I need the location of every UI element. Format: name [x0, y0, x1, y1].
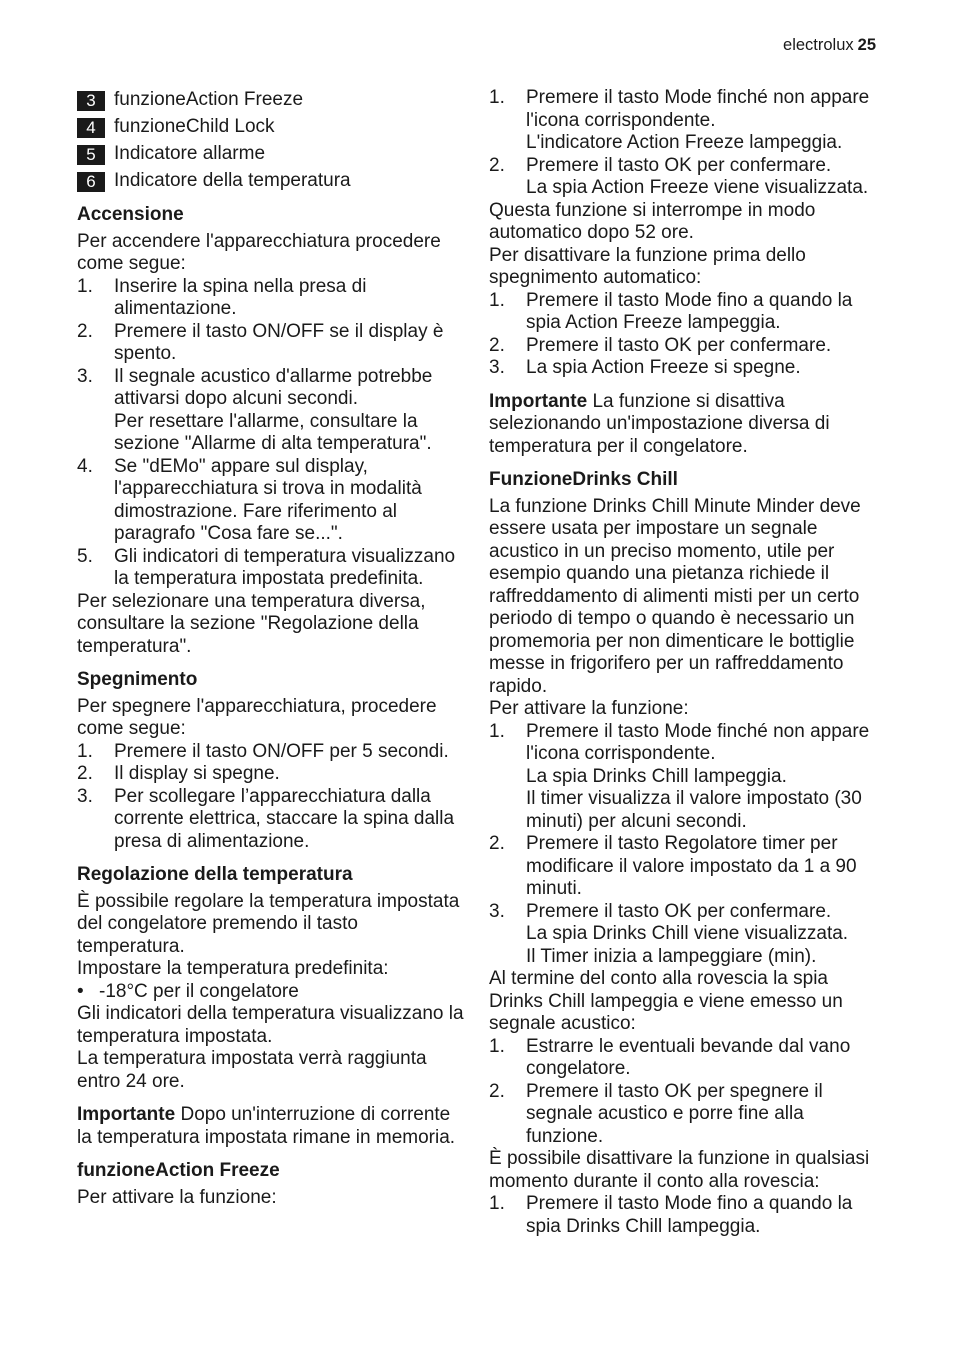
section-regolazione — [77, 864, 465, 1149]
step-text: Premere il tasto OK per confermare. — [526, 334, 832, 356]
step-text: Premere il tasto ON/OFF per 5 secondi. — [114, 740, 449, 762]
step-number: 1. — [77, 740, 93, 762]
paragraph: Per attivare la funzione: — [489, 698, 689, 719]
step-number: 1. — [489, 87, 505, 108]
step-text: Gli indicatori di temperatura visualizzano la temperatura impostata predefinita. — [114, 545, 456, 589]
paragraph: È possibile regolare la temperatura impostata del congelatore premendo il tasto temperatura. — [77, 890, 460, 957]
legend-number-badge: 6 — [77, 172, 105, 192]
paragraph: Gli indicatori della temperatura visualizzano la temperatura impostata. — [77, 1003, 464, 1047]
list-item — [489, 357, 879, 380]
legend-label: funzioneAction Freeze — [114, 89, 304, 111]
brand-name: electrolux — [783, 36, 854, 54]
page-header — [783, 36, 876, 55]
legend-label: Indicatore allarme — [114, 143, 266, 165]
step-text: Inserire la spina nella presa di alimentazione. — [114, 275, 367, 319]
step-number: 3. — [489, 357, 505, 378]
step-number: 5. — [77, 545, 93, 567]
step-text: Premere il tasto OK per confermare. — [526, 154, 832, 176]
paragraph: La funzione Drinks Chill Minute Minder deve essere usata per impostare un segnale acustico in un preciso momento, utile per esempio quando una pietanza richiede il raffreddamento di alimenti misti per un certo periodo di tempo o quando è necessario un promemoria per non dimenticare le bottiglie messe in frigorifero per un raffreddamento rapido. — [489, 495, 861, 697]
page-number: 25 — [857, 36, 876, 54]
step-text: Se "dEMo" appare sul display, l'apparecchiatura si trova in modalità dimostrazione. Fare riferimento al paragrafo "Cosa fare se...". — [114, 455, 422, 544]
section-accensione — [77, 204, 465, 658]
step-text: Per scollegare l’apparecchiatura dalla corrente elettrica, staccare la spina dalla presa di alimentazione. — [114, 785, 455, 852]
paragraph: La temperatura impostata verrà raggiunta entro 24 ore. — [77, 1048, 427, 1092]
paragraph: Per attivare la funzione: — [77, 1186, 277, 1208]
section-action-freeze-intro — [77, 1160, 465, 1209]
list-item — [489, 1081, 879, 1149]
step-subtext: La spia Action Freeze viene visualizzata. — [526, 177, 869, 198]
step-subtext: Per resettare l'allarme, consultare la sezione "Allarme di alta temperatura". — [114, 410, 432, 454]
list-item — [489, 290, 879, 335]
important-note — [489, 391, 879, 459]
list-item — [489, 155, 879, 200]
paragraph: Per spegnere l'apparecchiatura, procedere come segue: — [77, 695, 437, 739]
paragraph: Per accendere l'apparecchiatura procedere come segue: — [77, 230, 441, 274]
step-number: 1. — [489, 720, 505, 742]
step-subtext: La spia Drinks Chill viene visualizzata. — [526, 923, 849, 944]
legend-number-badge: 5 — [77, 145, 105, 165]
step-number: 2. — [489, 154, 505, 176]
step-subtext: Il timer visualizza il valore impostato (30 minuti) per alcuni secondi. — [526, 788, 862, 832]
bullet-icon: • — [77, 980, 84, 1002]
step-number: 1. — [77, 275, 93, 297]
steps-list — [489, 87, 879, 200]
step-subtext: L'indicatore Action Freeze lampeggia. — [526, 132, 843, 153]
steps-list — [489, 1036, 879, 1149]
display-legend — [77, 87, 465, 195]
bullet-text: -18°C per il congelatore — [99, 980, 299, 1002]
important-text: Dopo un'interruzione di corrente la temperatura impostata rimane in memoria. — [77, 1104, 456, 1148]
step-subtext: La spia Drinks Chill lampeggia. — [526, 765, 787, 787]
list-item — [489, 335, 879, 358]
right-column — [489, 87, 879, 1238]
list-item — [489, 87, 879, 155]
list-item — [489, 833, 879, 901]
step-text: Il segnale acustico d'allarme potrebbe attivarsi dopo alcuni secondi. — [114, 365, 433, 409]
legend-item — [77, 168, 465, 195]
left-column — [77, 87, 465, 1209]
step-number: 3. — [77, 785, 93, 807]
legend-label: Indicatore della temperatura — [114, 170, 351, 192]
step-number: 2. — [489, 334, 505, 356]
list-item — [77, 321, 465, 366]
legend-item — [77, 114, 465, 141]
section-heading: funzioneAction Freeze — [77, 1160, 280, 1181]
step-text: Premere il tasto Mode fino a quando la spia Action Freeze lampeggia. — [526, 289, 853, 333]
section-drinks-chill — [489, 469, 879, 1238]
paragraph: Questa funzione si interrompe in modo automatico dopo 52 ore. — [489, 199, 816, 243]
list-item — [489, 1036, 879, 1081]
bullet-item — [77, 981, 465, 1004]
step-number: 1. — [489, 289, 505, 311]
step-text: Premere il tasto ON/OFF se il display è spento. — [114, 320, 444, 364]
legend-item — [77, 87, 465, 114]
step-number: 4. — [77, 455, 93, 477]
list-item — [77, 276, 465, 321]
steps-list — [77, 276, 465, 591]
important-label: Importante — [489, 390, 588, 412]
section-heading: Accensione — [77, 204, 184, 225]
step-subtext: Il Timer inizia a lampeggiare (min). — [526, 945, 817, 967]
step-number: 3. — [489, 900, 505, 922]
section-spegnimento — [77, 669, 465, 853]
list-item — [489, 1193, 879, 1238]
list-item — [489, 901, 879, 969]
paragraph: È possibile disattivare la funzione in qualsiasi momento durante il conto alla rovescia: — [489, 1148, 870, 1192]
step-text: Premere il tasto OK per spegnere il segnale acustico e porre fine alla funzione. — [526, 1080, 823, 1147]
important-note — [77, 1104, 465, 1149]
list-item — [77, 786, 465, 854]
steps-list — [77, 741, 465, 854]
important-text: La funzione si disattiva selezionando un'impostazione diversa di temperatura per il congelatore. — [489, 390, 830, 457]
list-item — [77, 546, 465, 591]
legend-item — [77, 141, 465, 168]
step-number: 2. — [77, 763, 93, 784]
step-number: 1. — [489, 1193, 505, 1214]
paragraph: Per selezionare una temperatura diversa, consultare la sezione "Regolazione della temperatura". — [77, 590, 426, 657]
section-heading: FunzioneDrinks Chill — [489, 469, 678, 490]
legend-label: funzioneChild Lock — [114, 116, 275, 138]
important-label: Importante — [77, 1104, 176, 1125]
section-heading: Regolazione della temperatura — [77, 864, 353, 885]
step-number: 2. — [77, 320, 93, 342]
step-number: 2. — [489, 1080, 505, 1102]
step-text: Premere il tasto Mode fino a quando la spia Drinks Chill lampeggia. — [526, 1193, 853, 1237]
step-text: La spia Action Freeze si spegne. — [526, 357, 801, 378]
paragraph: Al termine del conto alla rovescia la spia Drinks Chill lampeggia e viene emesso un segnale acustico: — [489, 968, 843, 1034]
list-item — [489, 721, 879, 834]
step-number: 3. — [77, 365, 93, 387]
step-text: Premere il tasto Mode finché non appare l'icona corrispondente. — [526, 87, 870, 131]
paragraph: Per disattivare la funzione prima dello spegnimento automatico: — [489, 244, 806, 288]
step-text: Premere il tasto Regolatore timer per modificare il valore impostato da 1 a 90 minuti. — [526, 833, 857, 899]
steps-list — [489, 721, 879, 969]
list-item — [77, 741, 465, 764]
paragraph: Impostare la temperatura predefinita: — [77, 958, 389, 979]
step-number: 1. — [489, 1035, 505, 1057]
section-heading: Spegnimento — [77, 669, 198, 690]
list-item — [77, 456, 465, 546]
legend-number-badge: 3 — [77, 91, 105, 111]
steps-list — [489, 290, 879, 380]
list-item — [77, 763, 465, 786]
step-number: 2. — [489, 833, 505, 854]
step-text: Premere il tasto OK per confermare. — [526, 900, 832, 922]
list-item — [77, 366, 465, 456]
steps-list — [489, 1193, 879, 1238]
step-text: Estrarre le eventuali bevande dal vano congelatore. — [526, 1035, 851, 1079]
step-text: Premere il tasto Mode finché non appare l'icona corrispondente. — [526, 720, 870, 764]
legend-number-badge: 4 — [77, 118, 105, 138]
step-text: Il display si spegne. — [114, 763, 280, 784]
